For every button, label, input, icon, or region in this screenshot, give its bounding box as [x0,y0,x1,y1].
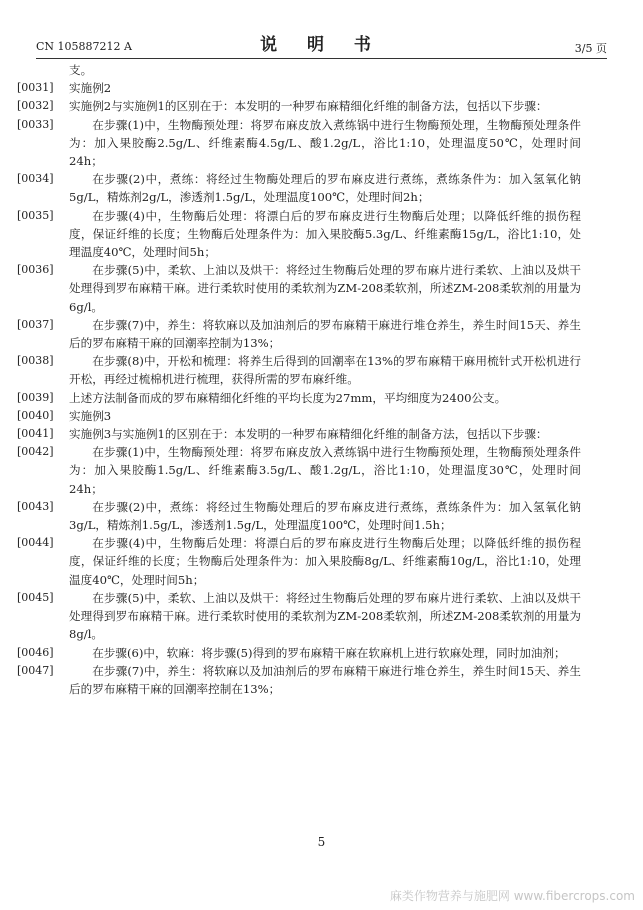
paragraph [17,352,581,388]
paragraph [17,589,581,644]
paragraph-number: [0033] [17,117,54,131]
paragraph [17,116,581,171]
paragraph-number: [0045] [17,590,54,604]
paragraph-text: 在步骤(1)中，生物酶预处理：将罗布麻皮放入煮练锅中进行生物酶预处理，生物酶预处理条件为：加入果胶酶2.5g/L、纤维素酶4.5g/L、酸1.2g/L，浴比1:10，处理温度50℃，处理时间24h； [69,117,581,169]
paragraph-text: 在步骤(2)中，煮练：将经过生物酶处理后的罗布麻皮进行煮练，煮练条件为：加入氢氧化钠3g/L，精炼剂1.5g/L，渗透剂1.5g/L，处理温度100℃，处理时间1.5h； [69,499,581,533]
paragraph-text: 在步骤(2)中，煮练：将经过生物酶处理后的罗布麻皮进行煮练，煮练条件为：加入氢氧化钠5g/L，精炼剂2g/L，渗透剂1.5g/L，处理温度100℃，处理时间2h； [69,172,581,205]
paragraph [17,407,581,425]
paragraph-number: [0039] [17,390,54,404]
paragraph [17,97,581,115]
paragraph-text: 上述方法制备而成的罗布麻精细化纤维的平均长度为27mm，平均细度为2400公支。 [69,390,507,405]
paragraph [69,61,581,79]
paragraph-text: 实施例3 [69,408,112,423]
paragraph-number: [0043] [17,499,54,513]
paragraph-number: [0031] [17,81,54,95]
paragraph-number: [0038] [17,354,54,368]
paragraph-number: [0032] [17,99,54,113]
paragraph-text: 在步骤(8)中，开松和梳理：将养生后得到的回潮率在13%的罗布麻精干麻用梳针式开松机进行开松，再经过梳棉机进行梳理，获得所需的罗布麻纤维。 [69,354,581,387]
paragraph [17,170,581,206]
page-number: 5 [317,835,326,849]
paragraph-number: [0036] [17,263,54,277]
paragraph [17,644,581,662]
paragraph [17,443,581,498]
patent-number: CN 105887212 A [36,40,132,53]
paragraph-text: 在步骤(4)中，生物酶后处理：将漂白后的罗布麻皮进行生物酶后处理；以降低纤维的损伤程度，保证纤维的长度；生物酶后处理条件为：加入果胶酶8g/L、纤维素酶10g/L，浴比1:10，处理温度40℃，处理时间5h； [69,536,581,587]
document-body [17,61,581,698]
paragraph-text: 在步骤(5)中，柔软、上油以及烘干：将经过生物酶后处理的罗布麻片进行柔软、上油以及烘干处理得到罗布麻精干麻。进行柔软时使用的柔软剂为ZM-208柔软剂，所述ZM-208柔软剂的用量为8g/l。 [69,590,581,642]
paragraph [17,261,581,316]
paragraph [17,534,581,589]
paragraph [17,498,581,534]
document-title: 说 明 书 [260,35,383,55]
page-header [36,30,607,59]
paragraph-text: 实施例3与实施例1的区别在于：本发明的一种罗布麻精细化纤维的制备方法，包括以下步骤： [69,427,548,442]
paragraph-text: 实施例2与实施例1的区别在于：本发明的一种罗布麻精细化纤维的制备方法，包括以下步骤： [69,99,548,114]
paragraph [17,662,581,698]
paragraph-text: 在步骤(6)中，软麻：将步骤(5)得到的罗布麻精干麻在软麻机上进行软麻处理，同时加油剂； [92,645,566,660]
paragraph [17,425,581,443]
page-info: 3/5 页 [574,42,607,55]
paragraph [17,79,581,97]
paragraph-number: [0046] [17,645,54,659]
paragraph-number: [0047] [17,663,54,677]
paragraph [17,389,581,407]
paragraph [17,316,581,352]
paragraph-text: 在步骤(5)中，柔软、上油以及烘干：将经过生物酶后处理的罗布麻片进行柔软、上油以及烘干处理得到罗布麻精干麻。进行柔软时使用的柔软剂为ZM-208柔软剂，所述ZM-208柔软剂的用量为6g/l。 [69,263,581,314]
paragraph-text: 在步骤(7)中，养生：将软麻以及加油剂后的罗布麻精干麻进行堆仓养生，养生时间15天、养生后的罗布麻精干麻的回潮率控制在13%； [69,663,581,696]
paragraph-text: 在步骤(1)中，生物酶预处理：将罗布麻皮放入煮练锅中进行生物酶预处理，生物酶预处理条件为：加入果胶酶1.5g/L、纤维素酶3.5g/L、酸1.2g/L，浴比1:10，处理温度30℃，处理时间24h； [69,445,581,496]
paragraph-number: [0034] [17,172,54,186]
paragraph-number: [0035] [17,208,54,222]
paragraph-text: 实施例2 [69,81,112,96]
paragraph [17,207,581,262]
paragraph-number: [0037] [17,317,54,331]
paragraph-text: 在步骤(7)中，养生：将软麻以及加油剂后的罗布麻精干麻进行堆仓养生，养生时间15天、养生后的罗布麻精干麻的回潮率控制为13%； [69,317,581,351]
paragraph-number: [0040] [17,408,54,422]
watermark: 麻类作物营养与施肥网 www.fibercrops.com [389,889,635,903]
paragraph-text: 在步骤(4)中，生物酶后处理：将漂白后的罗布麻皮进行生物酶后处理；以降低纤维的损伤程度，保证纤维的长度；生物酶后处理条件为：加入果胶酶5.3g/L、纤维素酶15g/L，浴比1:10，处理温度40℃，处理时间5h； [69,208,581,260]
paragraph-number: [0041] [17,427,54,441]
paragraph-number: [0042] [17,445,54,459]
paragraph-text: 支。 [69,63,93,77]
paragraph-number: [0044] [17,536,54,550]
